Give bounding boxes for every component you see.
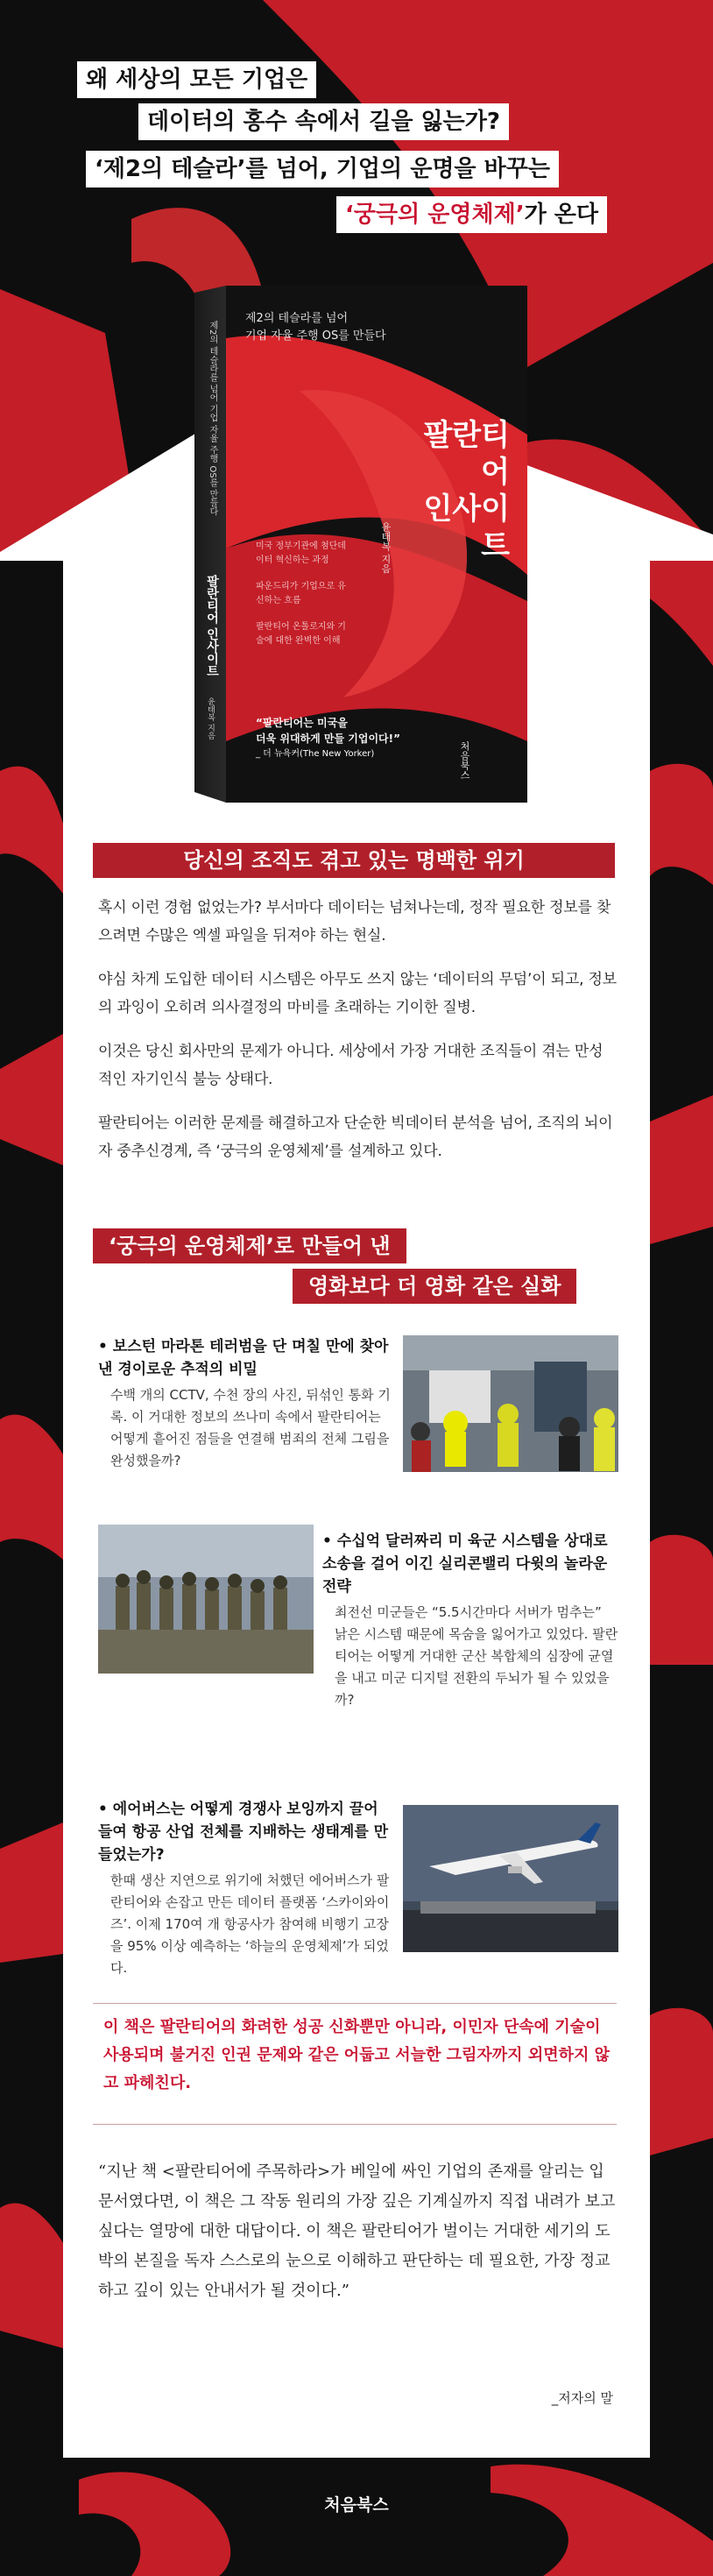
- book-quote-2: 더욱 위대하게 만들 기업이다!”: [256, 732, 400, 745]
- airbus-plane-photo: [403, 1805, 618, 1952]
- story-item-2: [322, 1530, 618, 1711]
- book-author: 윤태복 지음: [380, 522, 392, 574]
- crowd-rescue-photo: [403, 1335, 618, 1472]
- book-quote: [256, 715, 400, 762]
- section1-body: [98, 894, 617, 1181]
- book-quote-1: “팔란티어는 미국을: [256, 717, 348, 729]
- book-tagline-2: 기업 자율 주행 OS를 만들다: [245, 329, 386, 343]
- book-title-1: 팔란티어: [423, 418, 510, 490]
- book-title: [396, 417, 510, 564]
- story-body: 수백 개의 CCTV, 수천 장의 사진, 뒤섞인 통화 기록. 이 거대한 정보의 쓰나미 속에서 팔란티어는 어떻게 흩어진 점들을 연결해 범죄의 전체 그림을 완성했을까?: [110, 1387, 391, 1468]
- book-spine-text: [201, 321, 221, 516]
- book-spine-title: 팔란티어 인사이트: [205, 575, 219, 677]
- story-body: 한때 생산 지연으로 위기에 처했던 에어버스가 팔란티어와 손잡고 만든 데이터 플랫폼 ‘스카이와이즈’. 이제 170여 개 항공사가 참여해 비행기 고장을 95% 이상 예측하는 ‘하늘의 운영체제’가 되었다.: [110, 1872, 390, 1976]
- book-bullet: 팔란티어 온톨로지와 기술에 대한 완벽한 이해: [256, 622, 346, 646]
- story-title: • 보스턴 마라톤 테러범을 단 며칠 만에 찾아낸 경이로운 추적의 비밀: [98, 1338, 389, 1378]
- book-tagline: [245, 310, 386, 345]
- book-bullet: 미국 정부기관에 첨단데이터 혁신하는 과정: [256, 541, 346, 565]
- book-bullet: 파운드리가 기업으로 유신하는 흐름: [256, 582, 346, 605]
- headline-rest-text: 가 온다: [524, 202, 599, 228]
- headline-line-2: 데이터의 홍수 속에서 길을 잃는가?: [138, 103, 509, 140]
- story-item-1: [98, 1335, 392, 1472]
- divider-bottom: [93, 2124, 617, 2125]
- story-body: 최전선 미군들은 “5.5시간마다 서버가 멈추는” 낡은 시스템 때문에 목숨을 잃어가고 있었다. 팔란티어는 어떻게 거대한 군산 복합체의 심장에 균열을 내고 미군 디지털 전환의 두뇌가 될 수 있었을까?: [335, 1604, 618, 1708]
- book-cover: [194, 286, 527, 803]
- book-spine-tagline: 제2의 테슬라를 넘어 기업 자율 주행 OS를 만들다: [208, 321, 217, 516]
- book-bullets: [256, 540, 352, 648]
- section2-heading-1: ‘궁극의 운영체제’로 만들어 낸: [93, 1228, 406, 1263]
- headline-line-4: [336, 196, 607, 233]
- book-quote-by: _ 더 뉴욕커(The New Yorker): [256, 749, 375, 759]
- section1-heading: 당신의 조직도 겪고 있는 명백한 위기: [93, 843, 615, 878]
- book-tagline-1: 제2의 테슬라를 넘어: [245, 312, 348, 325]
- story-title: • 수십억 달러짜리 미 육군 시스템을 상대로 소송을 걸어 이긴 실리콘밸리 다윗의 놀라운 전략: [322, 1532, 608, 1596]
- section1-paragraph: 혹시 이런 경험 없었는가? 부서마다 데이터는 넘쳐나는데, 정작 필요한 정보를 찾으려면 수많은 엑셀 파일을 뒤져야 하는 현실.: [98, 899, 611, 945]
- author-sign: _저자의 말: [551, 2390, 613, 2406]
- headline-line-3: ‘제2의 테슬라’를 넘어, 기업의 운명을 바꾸는: [86, 151, 559, 188]
- story-title: • 에어버스는 어떻게 경쟁사 보잉까지 끌어들여 항공 산업 전체를 지배하는 생태계를 만들었는가?: [98, 1801, 389, 1864]
- warning-text: 이 책은 팔란티어의 화려한 성공 신화뿐만 아니라, 이민자 단속에 기술이 사용되며 불거진 인권 문제와 같은 어둡고 서늘한 그림자까지 외면하지 않고 파헤친다.: [103, 2018, 611, 2092]
- divider-top: [93, 2003, 617, 2004]
- headline-red-text: ‘궁극의 운영체제’: [345, 202, 525, 228]
- section2-heading-2: 영화보다 더 영화 같은 실화: [293, 1269, 576, 1304]
- soldiers-marching-photo: [98, 1525, 314, 1674]
- book-title-2: 인사이트: [423, 492, 510, 563]
- story-item-3: [98, 1798, 392, 1979]
- section1-paragraph: 이것은 당신 회사만의 문제가 아니다. 세상에서 가장 거대한 조직들이 겪는 만성적인 자기인식 불능 상태다.: [98, 1043, 604, 1088]
- book-spine-author: 윤태복 지음: [206, 697, 215, 740]
- book-publisher: 처음북스: [459, 741, 470, 780]
- section1-paragraph: 야심 차게 도입한 데이터 시스템은 아무도 쓰지 않는 ‘데이터의 무덤’이 되고, 정보의 과잉이 오히려 의사결정의 마비를 초래하는 기이한 질병.: [98, 971, 617, 1016]
- footer-publisher: 처음북스: [324, 2495, 389, 2515]
- author-quote: “지난 책 <팔란티어에 주목하라>가 베일에 싸인 기업의 존재를 알리는 입문서였다면, 이 책은 그 작동 원리의 가장 깊은 기계실까지 직접 내려가 보고 싶다는 열망에 대한 대답이다. 이 책은 팔란티어가 벌이는 거대한 세기의 도박의 본질을 독자 스스로의 눈으로 이해하고 판단하는 데 필요한, 가장 정교하고 깊이 있는 안내서가 될 것이다.”: [98, 2162, 616, 2300]
- section1-paragraph: 팔란티어는 이러한 문제를 해결하고자 단순한 빅데이터 분석을 넘어, 조직의 뇌이자 중추신경계, 즉 ‘궁극의 운영체제’를 설계하고 있다.: [98, 1115, 613, 1160]
- headline-line-1: 왜 세상의 모든 기업은: [77, 61, 316, 98]
